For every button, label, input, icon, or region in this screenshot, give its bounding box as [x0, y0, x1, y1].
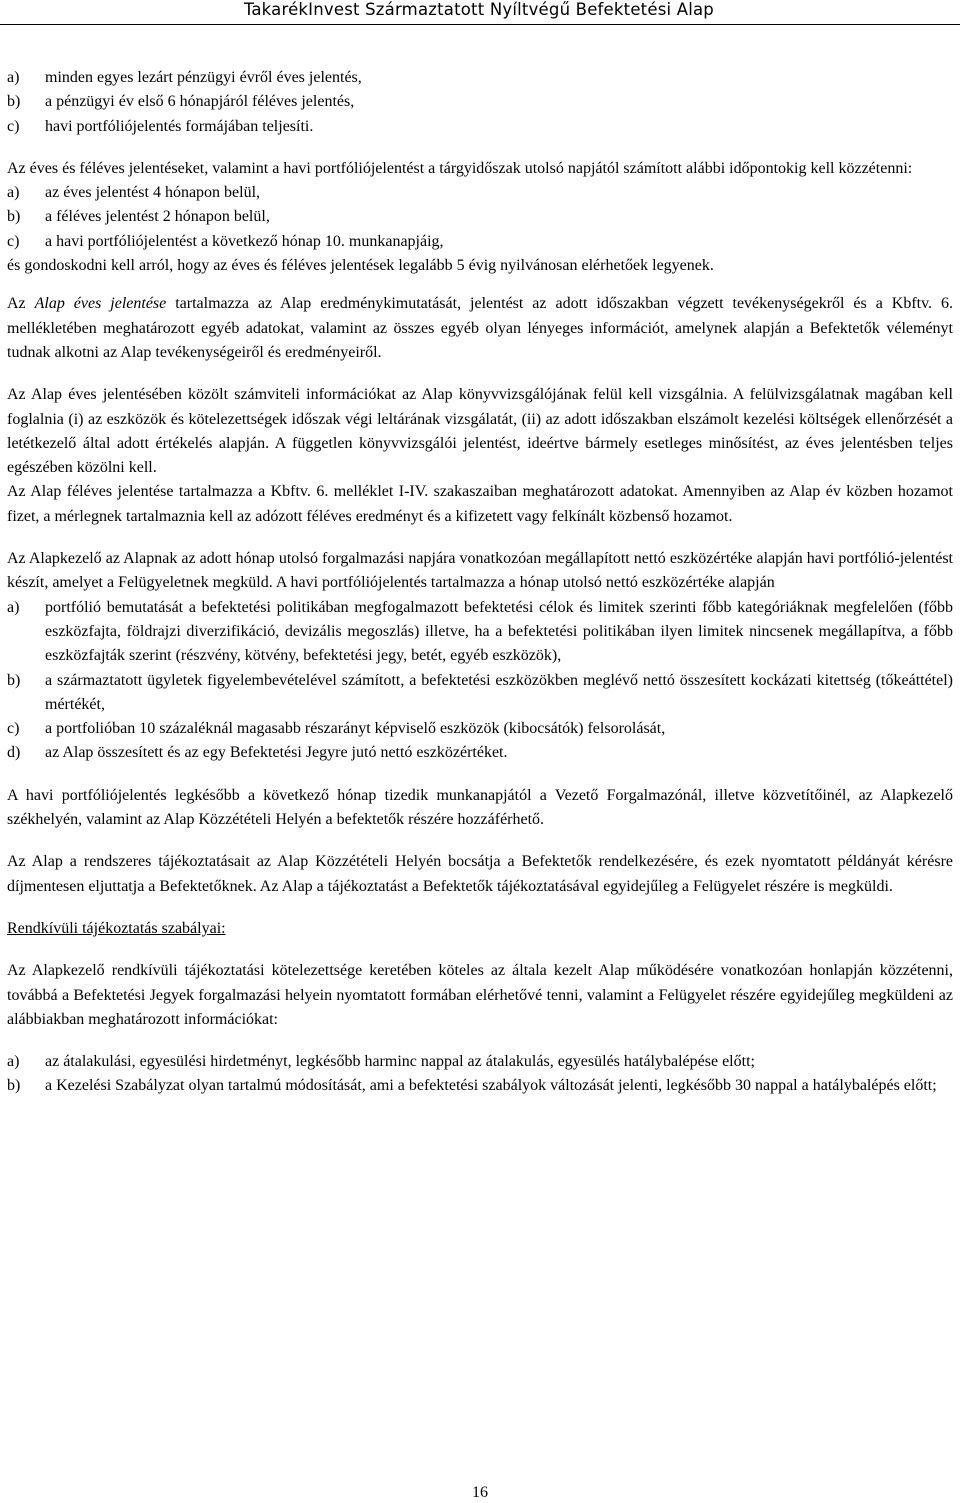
annual-report-term: Alap éves jelentése [34, 295, 167, 313]
semiannual-paragraph: Az Alap féléves jelentése tartalmazza a Kbftv. 6. melléklet I-IV. szakaszaiban meghatározott adatokat. Amennyiben az Alap év közben hozamot fizet, a mérlegnek tartalmaznia kell az adózott féléves eredményt és a kifizetett vagy felkínált közbenső hozamot. [7, 483, 953, 525]
audit-paragraph: Az Alap éves jelentésében közölt számviteli információkat az Alap könyvvizsgálójának felül kell vizsgálnia. A felülvizsgálatnak magában kell foglalnia (i) az eszközök és kötelezettségek időszak végi leltárának vizsgálatát, (ii) az adott időszakban elszámolt kezelési költségek ellenőrzését a letétkezelő által adott értékelés alapján. A független könyvvizsgálói jelentést, ideértve bármely esetleges minősítést, az éves jelentésben teljes egészében közölni kell. [7, 386, 953, 477]
monthly-access-paragraph: A havi portfóliójelentés legkésőbb a következő hónap tizedik munkanapjától a Vezető Forgalmazónál, illetve közvetítőinél, az Alapkezelő székhelyén, valamint az Alap Közzétételi Helyén a befektetők részére hozzáférhető. [7, 786, 953, 829]
spacer [7, 941, 953, 959]
list-item [7, 717, 953, 741]
deadlines-intro-paragraph: Az éves és féléves jelentéseket, valamint a havi portfóliójelentést a tárgyidőszak utolsó napjától számított alábbi időpontokig kell közzétenni: [7, 159, 913, 177]
header-divider [0, 24, 960, 25]
list-item [7, 90, 953, 114]
spacer [7, 278, 953, 292]
list-text: a pénzügyi év első 6 hónapjáról féléves jelentés, [45, 93, 355, 111]
annual-report-paragraph [7, 292, 953, 365]
list-item [7, 230, 953, 254]
section-heading: Rendkívüli tájékoztatás szabályai: [7, 919, 226, 937]
list-label: d) [7, 744, 21, 762]
monthly-report-intro: Az Alapkezelő az Alapnak az adott hónap utolsó forgalmazási napjára vonatkozóan megállapított nettó eszközértéke alapján havi portfólió-jelentést készít, amelyet a Felügyeletnek megküld. A havi portfóliójelentés tartalmazza a hónap utolsó nettó eszközértéke alapján [7, 550, 953, 592]
list-text: a portfolióban 10 százaléknál magasabb részarányt képviselő eszközök (kibocsátók) felsorolását, [45, 720, 666, 738]
list-text: a havi portfóliójelentést a következő hónap 10. munkanapjáig, [45, 232, 444, 250]
deadline-list [7, 181, 953, 254]
deadlines-outro-paragraph: és gondoskodni kell arról, hogy az éves és féléves jelentések legalább 5 évig nyilvánosan elérhetőek legyenek. [7, 257, 714, 275]
list-label: c) [7, 117, 20, 135]
list-text: havi portfóliójelentés formájában teljesíti. [45, 117, 314, 135]
list-text: portfólió bemutatását a befektetési politikában megfogalmazott befektetési célok és limitek szerinti főbb kategóriáknak megfelelően (főbb eszközfajta, földrajzi diverzifikáció, devizális megoszlás) illetve, ha a befektetési politikában ilyen limitek nincsenek megállapítva, a főbb eszközfajták szerint (részvény, kötvény, befektetési jegy, betét, egyéb eszközök), [45, 598, 953, 665]
list-label: b) [7, 1077, 21, 1095]
list-text: a Kezelési Szabályzat olyan tartalmú módosítását, ami a befektetési szabályok változását jelenti, legkésőbb 30 nappal a hatálybalépés előtt; [45, 1077, 937, 1095]
spacer [7, 529, 953, 547]
page-header [0, 0, 960, 24]
extraordinary-info-intro: Az Alapkezelő rendkívüli tájékoztatási kötelezettsége keretében köteles az általa kezelt Alap működésére vonatkozóan honlapján közzétenni, továbbá a Befektetési Jegyek forgalmazási helyein nyomtatott formában elérhetővé tenni, valamint a Felügyelet részére egyidejűleg megküldeni az alábbiakban meghatározott információkat: [7, 962, 953, 1028]
extraordinary-info-list [7, 1050, 953, 1099]
list-text: az éves jelentést 4 hónapon belül, [45, 184, 261, 202]
spacer [7, 1032, 953, 1050]
spacer [7, 766, 953, 784]
list-text: minden egyes lezárt pénzügyi évről éves jelentés, [45, 69, 362, 86]
list-item [7, 205, 953, 229]
monthly-report-list [7, 596, 953, 766]
list-label: a) [7, 184, 20, 202]
spacer [7, 365, 953, 383]
spacer [7, 899, 953, 917]
list-text: az Alap összesített és az egy Befektetési Jegyre jutó nettó eszközértéket. [45, 744, 508, 762]
list-item [7, 66, 953, 90]
regular-info-paragraph: Az Alap a rendszeres tájékoztatásait az Alap Közzétételi Helyén bocsátja a Befektetők rendelkezésére, és ezek nyomtatott példányát kérésre díjmentesen eljuttatja a Befektetőknek. Az Alap a tájékoztatást a Befektetők tájékoztatásával egyidejűleg a Felügyelet részére is megküldi. [7, 853, 953, 895]
list-label: b) [7, 671, 21, 689]
list-item [7, 1074, 953, 1098]
list-text: a féléves jelentést 2 hónapon belül, [45, 208, 270, 226]
page-number: 16 [472, 1484, 488, 1501]
list-item [7, 1050, 953, 1074]
list-label: a) [7, 1053, 20, 1071]
list-item [7, 596, 953, 669]
list-label: a) [7, 598, 20, 616]
spacer [7, 139, 953, 157]
list-label: a) [7, 69, 20, 86]
list-label: b) [7, 93, 21, 111]
list-item [7, 115, 953, 139]
list-item [7, 741, 953, 765]
list-item [7, 669, 953, 718]
list-item [7, 181, 953, 205]
document-body [7, 66, 953, 1099]
annual-prefix: Az [7, 295, 35, 313]
list-text: az átalakulási, egyesülési hirdetményt, legkésőbb harminc nappal az átalakulás, egyesülés hatálybalépése előtt; [45, 1053, 755, 1071]
report-type-list [7, 66, 953, 139]
list-label: b) [7, 208, 21, 226]
list-label: c) [7, 232, 20, 250]
annual-body: tartalmazza az Alap eredménykimutatását, jelentést az adott időszakban végzett tevékenységekről és a Kbftv. 6. mellékletében meghatározott egyéb adatokat, valamint az összes egyéb olyan lényeges információt, amelynek alapján a Befektetők véleményt tudnak alkotni az Alap tevékenységeiről és eredményeiről. [7, 295, 954, 361]
spacer [7, 832, 953, 850]
list-text: a származtatott ügyletek figyelembevételével számított, a befektetési eszközökben meglévő nettó összesített kockázati kitettség (tőkeáttétel) mértékét, [45, 671, 953, 713]
list-label: c) [7, 720, 20, 738]
document-title: TakarékInvest Származtatott Nyíltvégű Befektetési Alap [243, 0, 714, 19]
